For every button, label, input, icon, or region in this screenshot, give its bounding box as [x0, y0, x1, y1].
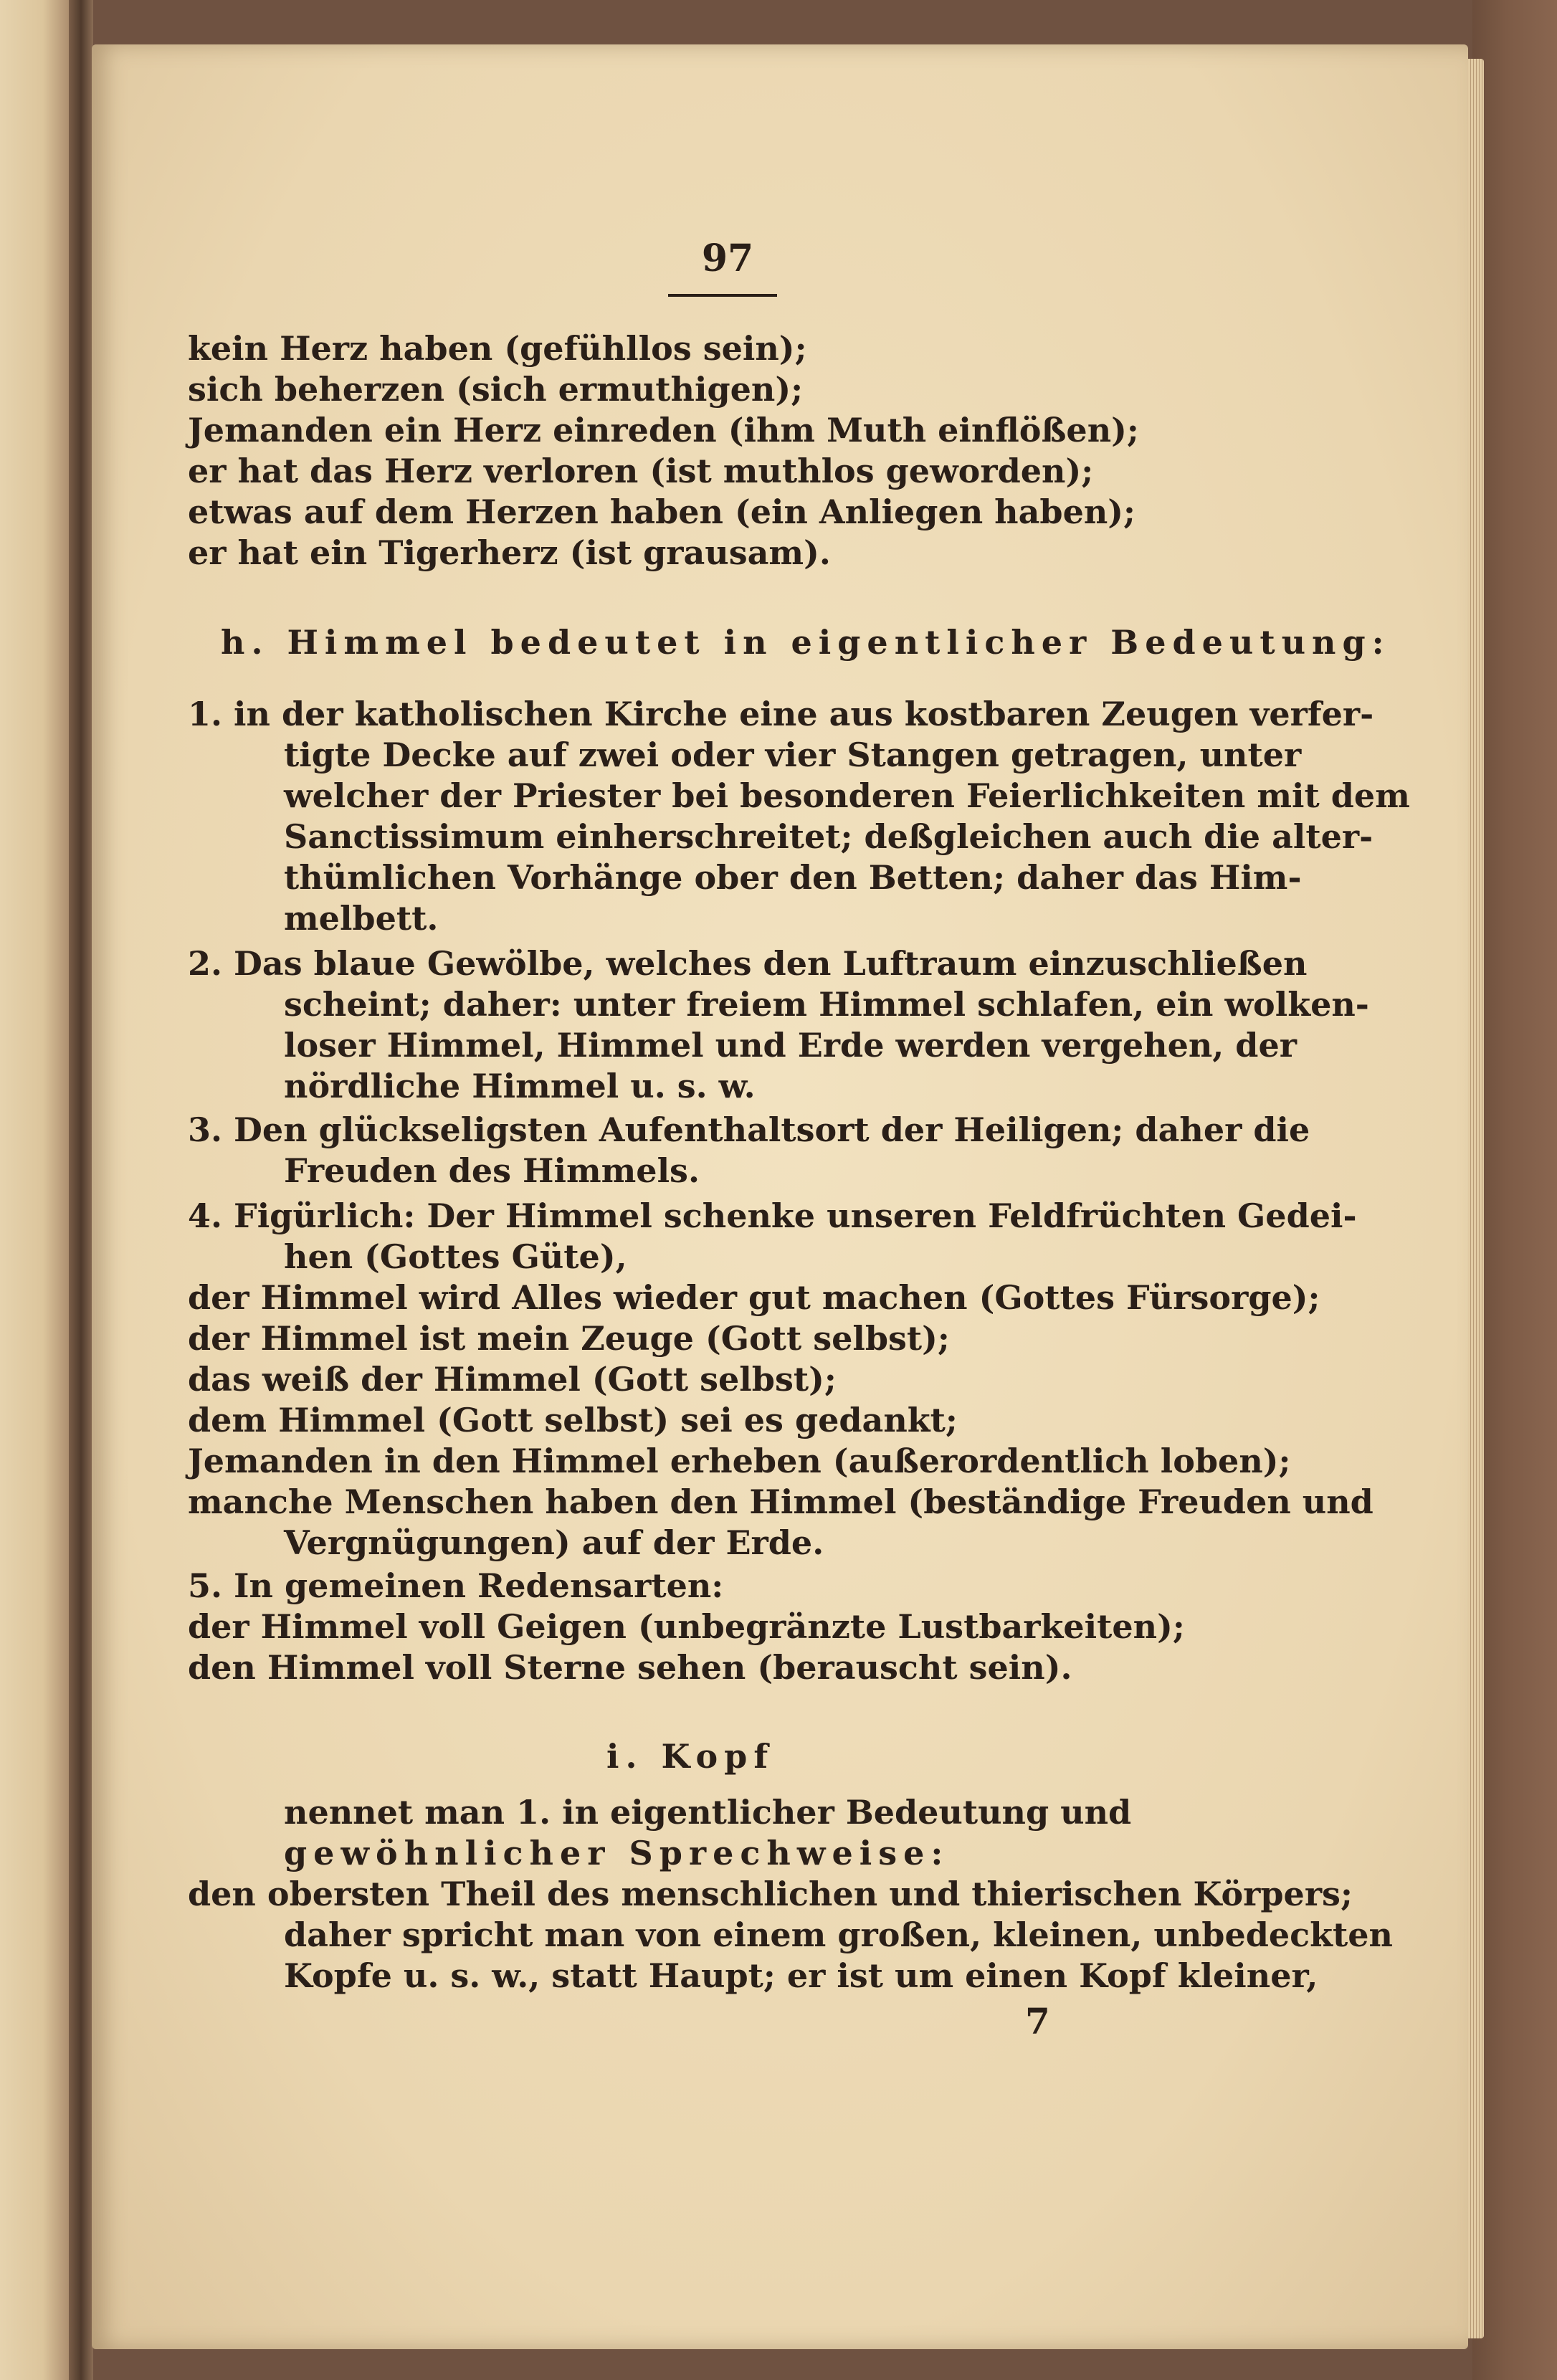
- text-line: 4. Figürlich: Der Himmel schenke unseren Feldfrüchten Gedei-: [188, 1196, 1357, 1235]
- text-line: Sanctissimum einherschreitet; deßgleichen auch die alter-: [284, 817, 1373, 856]
- text-line: 3. Den glückseligsten Aufenthaltsort der Heiligen; daher die: [188, 1110, 1310, 1149]
- page-stack-edge: [1468, 59, 1484, 2338]
- text-line: gewöhnlicher Sprechweise:: [284, 1834, 950, 1872]
- text-line: den Himmel voll Sterne sehen (berauscht sein).: [188, 1648, 1072, 1687]
- text-line: sich beherzen (sich ermuthigen);: [188, 370, 804, 409]
- text-line: tigte Decke auf zwei oder vier Stangen getragen, unter: [284, 736, 1302, 774]
- text-line: Freuden des Himmels.: [284, 1151, 700, 1190]
- text-line: den obersten Theil des menschlichen und thierischen Körpers;: [188, 1875, 1353, 1913]
- section-heading-h: h. Himmel bedeutet in eigentlicher Bedeutung:: [221, 623, 1391, 662]
- text-line: melbett.: [284, 899, 439, 938]
- text-line: thümlichen Vorhänge ober den Betten; daher das Him-: [284, 858, 1302, 897]
- text-line: Jemanden ein Herz einreden (ihm Muth einflößen);: [188, 411, 1139, 449]
- text-line: dem Himmel (Gott selbst) sei es gedankt;: [188, 1401, 958, 1439]
- text-line: manche Menschen haben den Himmel (beständige Freuden und: [188, 1482, 1373, 1521]
- header-rule: [668, 294, 777, 297]
- page-number: 97: [701, 237, 754, 280]
- section-heading-i: i. Kopf: [606, 1737, 775, 1776]
- text-line: welcher der Priester bei besonderen Feierlichkeiten mit dem: [284, 776, 1410, 815]
- text-line: kein Herz haben (gefühllos sein);: [188, 329, 807, 368]
- text-line: 2. Das blaue Gewölbe, welches den Luftraum einzuschließen: [188, 944, 1308, 983]
- text-line: 1. in der katholischen Kirche eine aus kostbaren Zeugen verfer-: [188, 695, 1374, 733]
- text-line: daher spricht man von einem großen, kleinen, unbedeckten: [284, 1915, 1393, 1954]
- text-line: loser Himmel, Himmel und Erde werden vergehen, der: [284, 1026, 1297, 1065]
- facing-page-edge: [0, 0, 72, 2380]
- text-line: 5. In gemeinen Redensarten:: [188, 1566, 724, 1605]
- signature-mark: 7: [1025, 2000, 1050, 2042]
- text-line: etwas auf dem Herzen haben (ein Anliegen haben);: [188, 492, 1136, 531]
- text-line: der Himmel voll Geigen (unbegränzte Lustbarkeiten);: [188, 1607, 1185, 1646]
- book-cover-edge: [1472, 0, 1557, 2380]
- text-line: scheint; daher: unter freiem Himmel schlafen, ein wolken-: [284, 985, 1369, 1024]
- text-line: das weiß der Himmel (Gott selbst);: [188, 1360, 837, 1399]
- text-line: der Himmel wird Alles wieder gut machen (Gottes Fürsorge);: [188, 1278, 1320, 1317]
- text-line: nördliche Himmel u. s. w.: [284, 1067, 756, 1105]
- text-line: nennet man 1. in eigentlicher Bedeutung und: [284, 1793, 1132, 1832]
- text-line: er hat das Herz verloren (ist muthlos geworden);: [188, 452, 1094, 490]
- text-line: er hat ein Tigerherz (ist grausam).: [188, 533, 831, 572]
- text-line: der Himmel ist mein Zeuge (Gott selbst);: [188, 1319, 950, 1358]
- text-line: hen (Gottes Güte),: [284, 1237, 627, 1276]
- text-line: Vergnügungen) auf der Erde.: [284, 1523, 824, 1562]
- book-gutter: [69, 0, 93, 2380]
- text-line: Kopfe u. s. w., statt Haupt; er ist um einen Kopf kleiner,: [284, 1956, 1318, 1995]
- text-line: Jemanden in den Himmel erheben (außerordentlich loben);: [188, 1442, 1291, 1480]
